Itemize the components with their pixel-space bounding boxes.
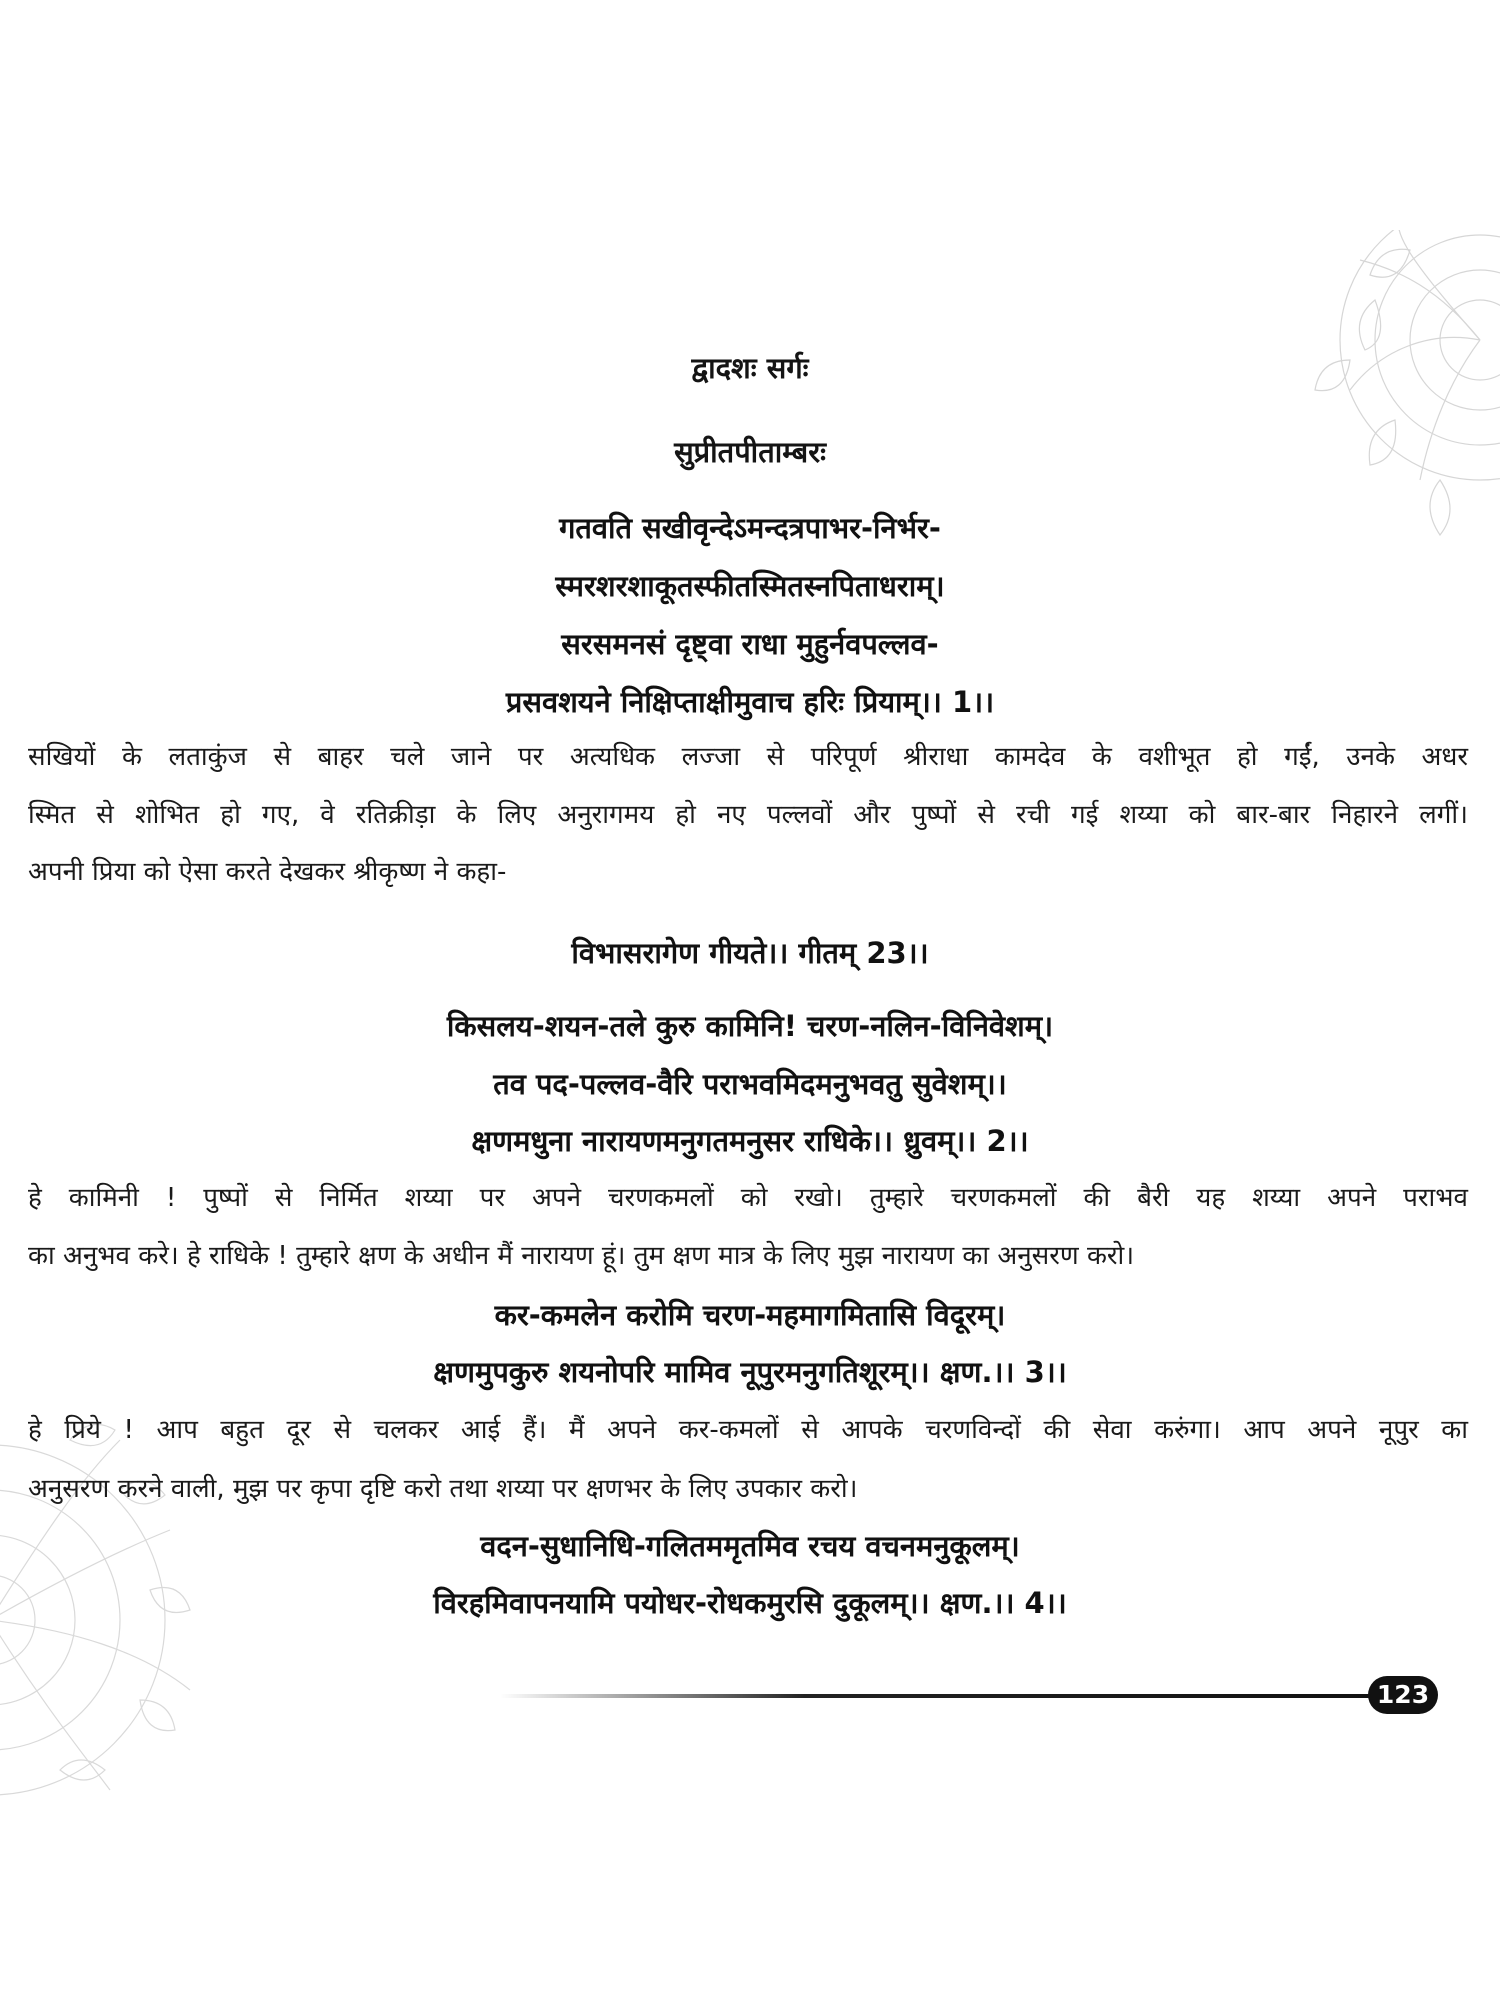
song-heading: विभासरागेण गीयते।। गीतम् 23।। — [571, 936, 929, 970]
prose-line: स्मित से शोभित हो गए, वे रतिक्रीड़ा के लिए अनुरागमय हो नए पल्लवों और पुष्पों से रची गई शय्या को बार-बार निहारने लगीं। — [28, 800, 1468, 830]
verse-line: वदन-सुधानिधि-गलितममृतमिव रचय वचनमनुकूलम्। — [480, 1529, 1020, 1563]
page-number-badge: 123 — [1368, 1676, 1438, 1714]
verse-line: सरसमनसं दृष्ट्वा राधा मुहुर्नवपल्लव- — [561, 627, 939, 661]
verse-line: क्षणमुपकुरु शयनोपरि मामिव नूपुरमनुगतिशूरम्।। क्षण.।। 3।। — [433, 1355, 1067, 1389]
section-title: सुप्रीतपीताम्बरः — [674, 435, 826, 469]
verse-line: विरहमिवापनयामि पयोधर-रोधकमुरसि दुकूलम्।। क्षण.।। 4।। — [433, 1586, 1067, 1620]
verse-line: किसलय-शयन-तले कुरु कामिनि! चरण-नलिन-विनिवेशम्। — [446, 1009, 1054, 1043]
chapter-heading: द्वादशः सर्गः — [691, 351, 809, 385]
verse-line: कर-कमलेन करोमि चरण-महमागमितासि विदूरम्। — [494, 1298, 1006, 1332]
prose-line: अपनी प्रिया को ऐसा करते देखकर श्रीकृष्ण ने कहा- — [28, 857, 507, 887]
verse-line: गतवति सखीवृन्देऽमन्दत्रपाभर-निर्भर- — [559, 511, 941, 545]
prose-line: अनुसरण करने वाली, मुझ पर कृपा दृष्टि करो तथा शय्या पर क्षणभर के लिए उपकार करो। — [28, 1474, 858, 1504]
footer-rule — [500, 1694, 1370, 1698]
verse-line: स्मरशरशाकूतस्फीतस्मितस्नपिताधराम्। — [555, 569, 945, 603]
prose-line: हे कामिनी ! पुष्पों से निर्मित शय्या पर अपने चरणकमलों को रखो। तुम्हारे चरणकमलों की बैरी यह शय्या अपने पराभव — [28, 1183, 1468, 1213]
verse-line: प्रसवशयने निक्षिप्ताक्षीमुवाच हरिः प्रियाम्।। 1।। — [505, 685, 995, 719]
prose-line: सखियों के लताकुंज से बाहर चले जाने पर अत्यधिक लज्जा से परिपूर्ण श्रीराधा कामदेव के वशीभूत हो गईं, उनके अधर — [28, 742, 1468, 772]
verse-line: क्षणमधुना नारायणमनुगतमनुसर राधिके।। ध्रुवम्।। 2।। — [471, 1124, 1029, 1158]
verse-line: तव पद-पल्लव-वैरि पराभवमिदमनुभवतु सुवेशम्।। — [493, 1067, 1007, 1101]
prose-line: हे प्रिये ! आप बहुत दूर से चलकर आई हैं। मैं अपने कर-कमलों से आपके चरणविन्दों की सेवा करुंगा। आप अपने नूपुर का — [28, 1415, 1468, 1445]
prose-line: का अनुभव करे। हे राधिके ! तुम्हारे क्षण के अधीन मैं नारायण हूं। तुम क्षण मात्र के लिए मुझ नारायण का अनुसरण करो। — [28, 1241, 1135, 1271]
